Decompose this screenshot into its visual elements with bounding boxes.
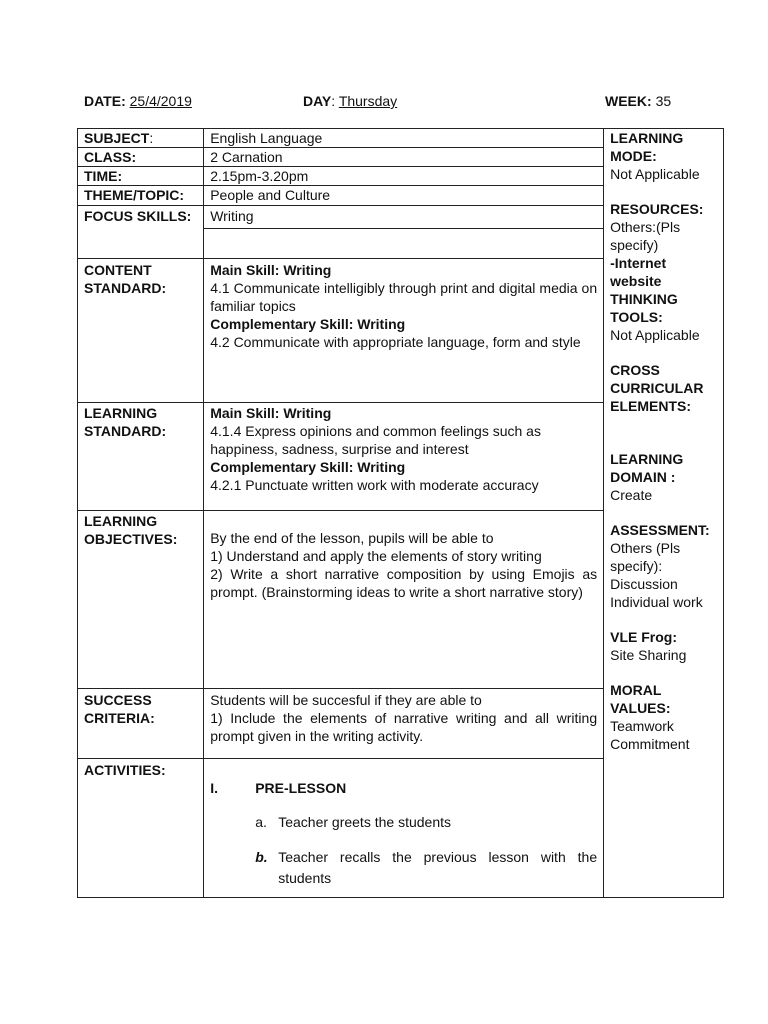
content-standard-cell xyxy=(204,259,604,403)
moral-values-label: MORAL VALUES: xyxy=(610,682,671,716)
day-separator: : xyxy=(331,93,336,109)
activity-item-b xyxy=(210,847,597,889)
content-standard-label: CONTENT STANDARD: xyxy=(78,259,204,403)
learning-standard-cell xyxy=(204,403,604,511)
time-label: TIME: xyxy=(78,167,204,186)
learning-mode-label: LEARNING MODE: xyxy=(610,130,684,164)
learning-mode-value: Not Applicable xyxy=(610,166,700,182)
activity-item-a-text: Teacher greets the students xyxy=(278,814,451,830)
success-criteria-item-1: 1) Include the elements of narrative writing and all writing prompt given in the writing activity. xyxy=(210,710,598,744)
assessment-label: ASSESSMENT: xyxy=(610,522,710,538)
ls-comp-skill-title: Complementary Skill: Writing xyxy=(210,459,406,475)
theme-label: THEME/TOPIC: xyxy=(78,186,204,206)
objectives-item-2: 2) Write a short narrative composition by using Emojis as prompt. (Brainstorming ideas to write a short narrative story) xyxy=(210,566,598,600)
objectives-label: LEARNING OBJECTIVES: xyxy=(78,511,204,689)
assessment-value: Others (Pls specify): Discussion Individual work xyxy=(610,540,703,610)
objectives-intro: By the end of the lesson, pupils will be able to xyxy=(210,530,494,546)
learning-standard-label: LEARNING STANDARD: xyxy=(78,403,204,511)
day-value: Thursday xyxy=(338,93,398,109)
resources-value: Others:(Pls specify) xyxy=(610,219,681,253)
week-value: 35 xyxy=(655,93,672,109)
success-criteria-cell xyxy=(204,689,604,759)
activity-item-b-text: Teacher recalls the previous lesson with the students xyxy=(278,849,598,886)
activities-cell xyxy=(204,759,604,898)
objectives-cell xyxy=(204,511,604,689)
thinking-tools-label: THINKING TOOLS: xyxy=(610,291,678,325)
week-field xyxy=(605,92,671,110)
side-panel xyxy=(604,129,724,898)
class-label: CLASS: xyxy=(78,148,204,167)
lesson-header xyxy=(0,92,768,112)
focus-skills-cell xyxy=(204,206,604,259)
theme-value: People and Culture xyxy=(204,186,604,206)
objectives-item-1: 1) Understand and apply the elements of story writing xyxy=(210,548,542,564)
focus-skills-label: FOCUS SKILLS: xyxy=(78,206,204,259)
time-value: 2.15pm-3.20pm xyxy=(204,167,604,186)
resources-internet: -Internet website xyxy=(610,255,667,289)
day-label: DAY xyxy=(303,93,332,109)
date-field xyxy=(84,92,192,110)
moral-values-value: Teamwork Commitment xyxy=(610,718,690,752)
week-label: WEEK: xyxy=(605,93,652,109)
activity-item-a xyxy=(210,813,597,831)
learning-domain-value: Create xyxy=(610,487,653,503)
vle-frog-label: VLE Frog: xyxy=(610,629,677,645)
thinking-tools-value: Not Applicable xyxy=(610,327,700,343)
content-main-skill-text: 4.1 Communicate intelligibly through print and digital media on familiar topics xyxy=(210,280,598,314)
ls-main-skill-title: Main Skill: Writing xyxy=(210,405,332,421)
success-criteria-intro: Students will be succesful if they are able to xyxy=(210,692,482,708)
lesson-plan-table xyxy=(77,128,724,898)
activity-item-a-marker: a. xyxy=(255,814,267,830)
content-comp-skill-title: Complementary Skill: Writing xyxy=(210,316,406,332)
class-value: 2 Carnation xyxy=(204,148,604,167)
content-comp-skill-text: 4.2 Communicate with appropriate language, form and style xyxy=(210,334,581,350)
date-label: DATE: xyxy=(84,93,126,109)
subject-row xyxy=(78,129,724,148)
day-field xyxy=(303,92,397,110)
ls-main-skill-text: 4.1.4 Express opinions and common feelings such as happiness, sadness, surprise and interest xyxy=(210,423,541,457)
resources-label: RESOURCES: xyxy=(610,201,704,217)
focus-skills-value: Writing xyxy=(204,206,603,229)
content-main-skill-title: Main Skill: Writing xyxy=(210,262,332,278)
pre-lesson-title: PRE-LESSON xyxy=(255,780,347,796)
pre-lesson-number: I. xyxy=(210,780,218,796)
success-criteria-label: SUCCESS CRITERIA: xyxy=(78,689,204,759)
activity-item-b-marker: b. xyxy=(255,849,268,865)
ls-comp-skill-text: 4.2.1 Punctuate written work with moderate accuracy xyxy=(210,477,539,493)
vle-frog-value: Site Sharing xyxy=(610,647,687,663)
pre-lesson-heading xyxy=(210,779,597,797)
learning-domain-label: LEARNING DOMAIN : xyxy=(610,451,684,485)
activities-label: ACTIVITIES: xyxy=(78,759,204,898)
cross-curricular-label: CROSS CURRICULAR ELEMENTS: xyxy=(610,362,704,414)
subject-label: SUBJECT: xyxy=(78,129,204,148)
date-value: 25/4/2019 xyxy=(129,93,192,109)
subject-value: English Language xyxy=(204,129,604,148)
